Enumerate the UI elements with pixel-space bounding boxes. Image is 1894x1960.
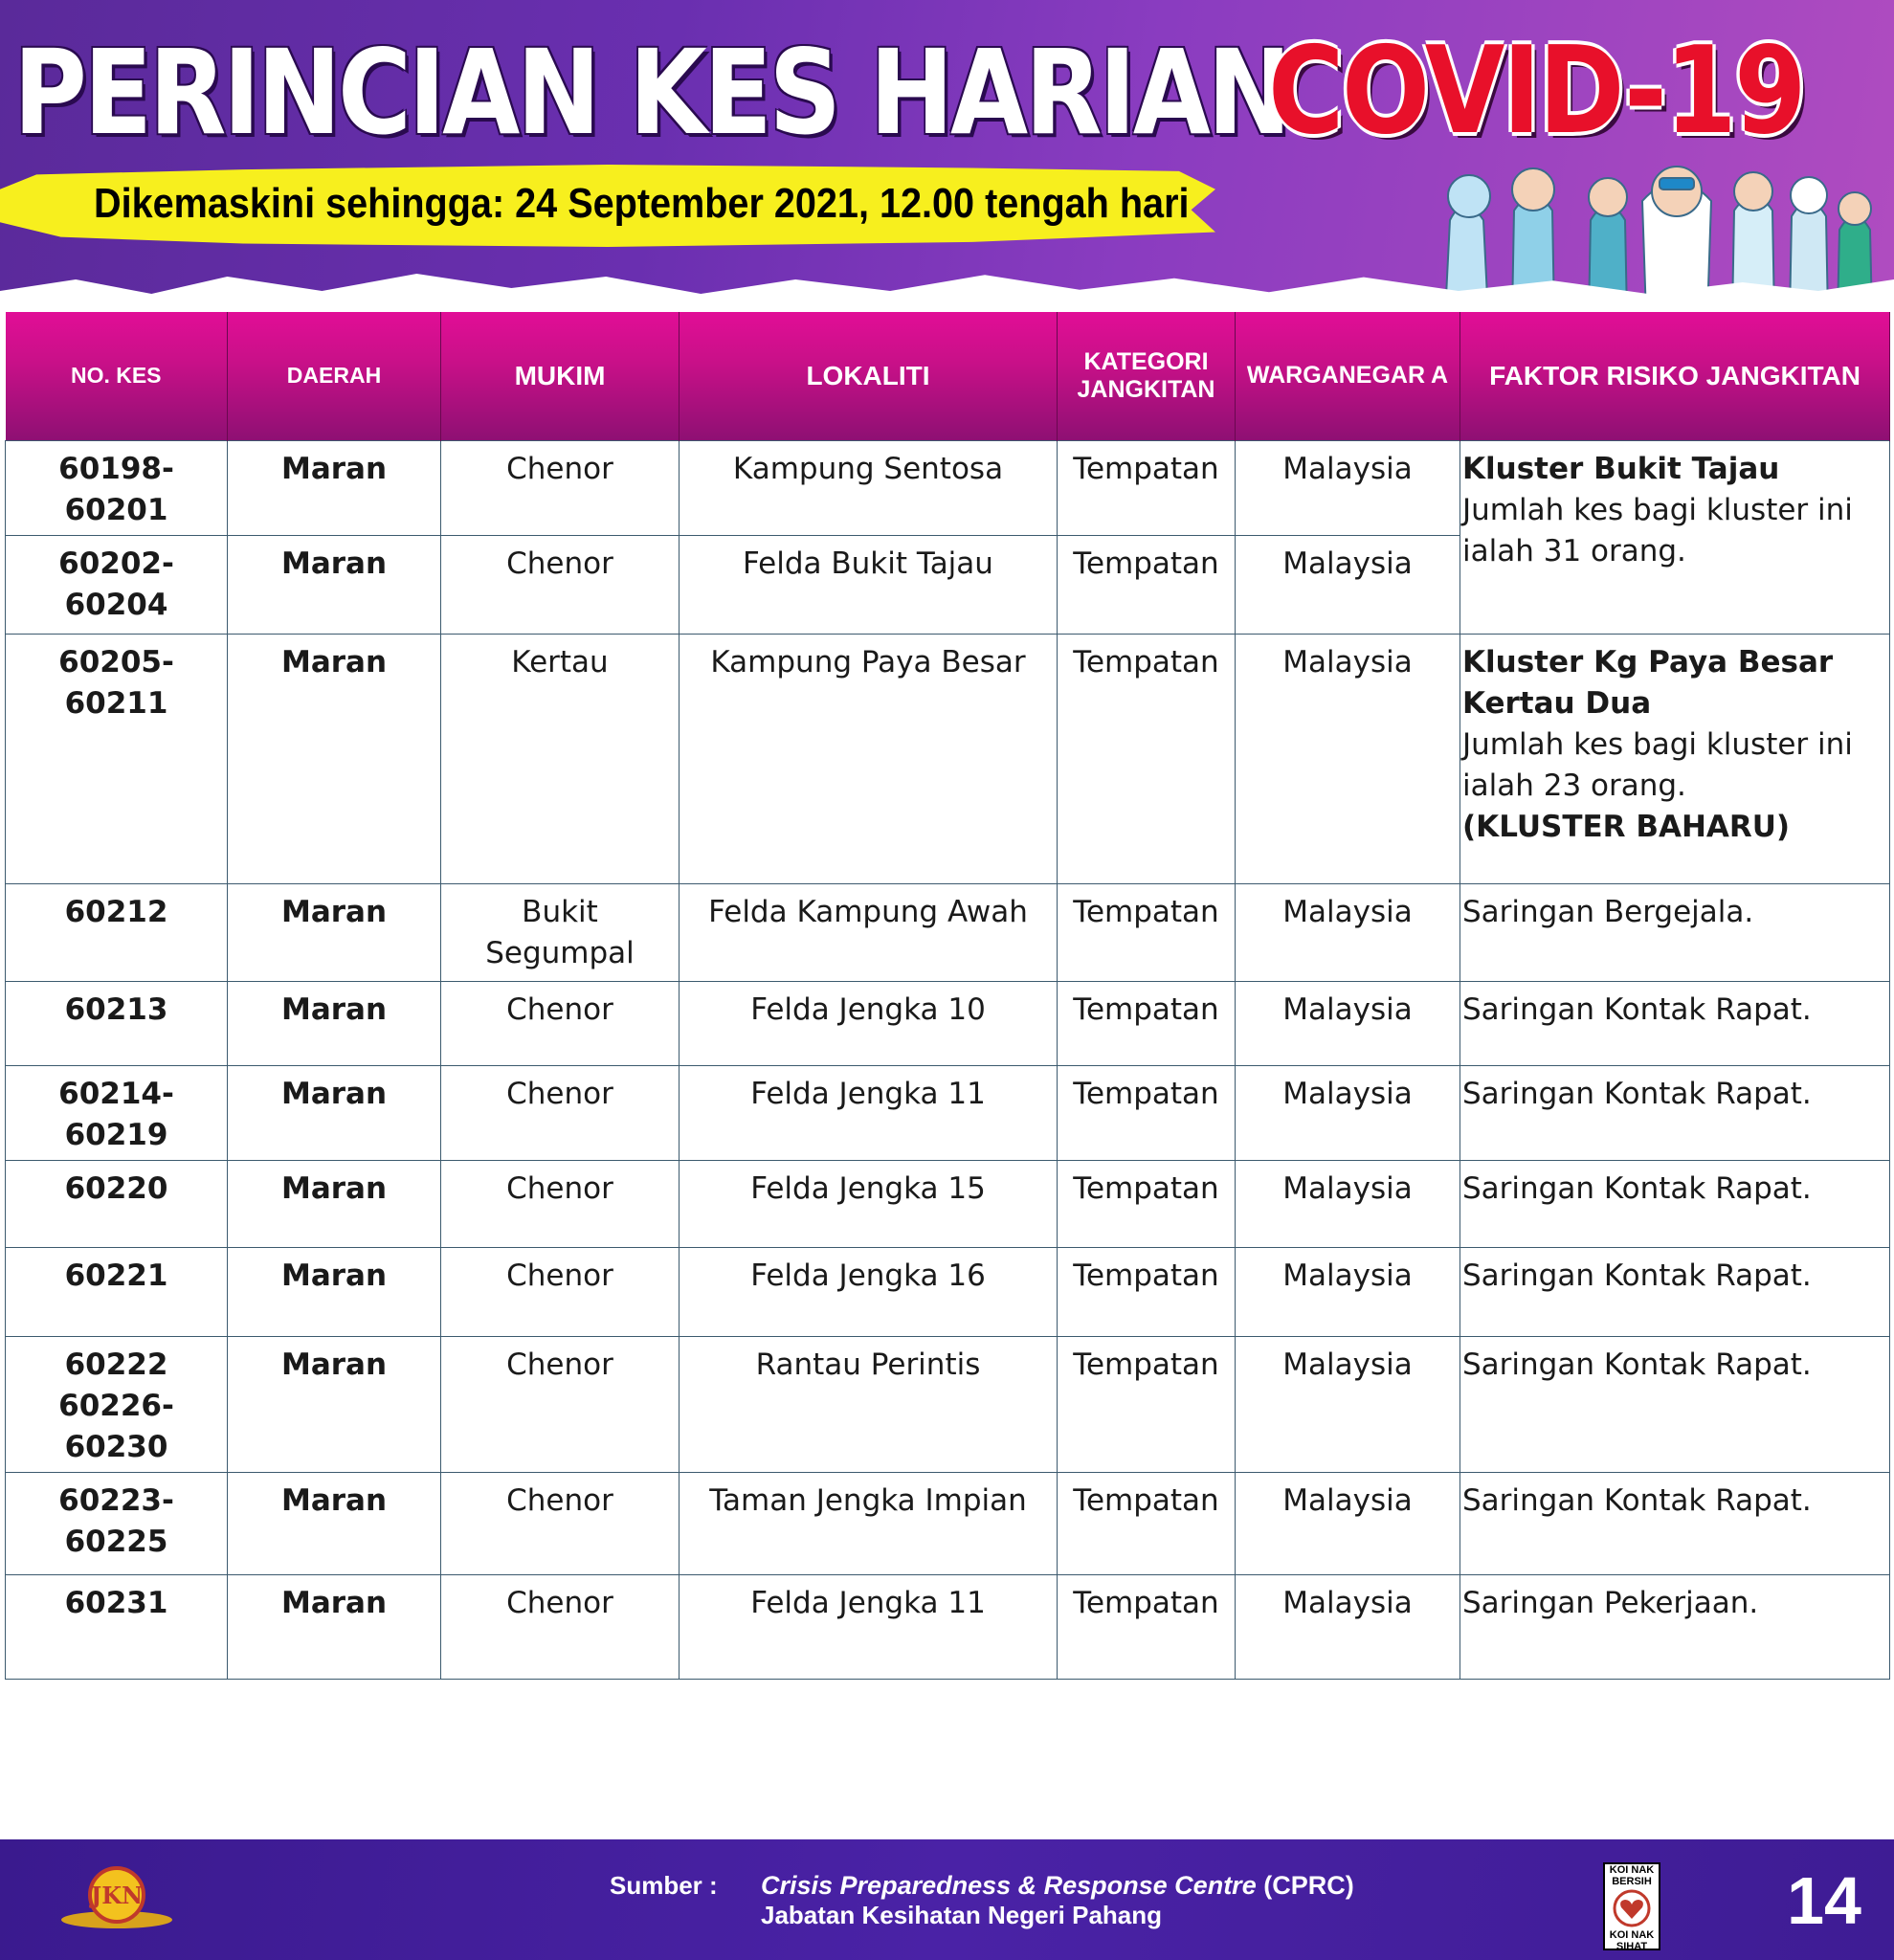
cluster-name: Kluster Kg Paya Besar Kertau Dua bbox=[1462, 644, 1834, 721]
new-cluster-note: (KLUSTER BAHARU) bbox=[1462, 809, 1791, 844]
case-table bbox=[5, 312, 1890, 1680]
cell-lokaliti: Rantau Perintis bbox=[680, 1336, 1058, 1472]
cell-kategori: Tempatan bbox=[1058, 883, 1236, 981]
cell-daerah: Maran bbox=[228, 883, 441, 981]
table-row bbox=[6, 1336, 1890, 1472]
cell-faktor-risiko: Saringan Bergejala. bbox=[1460, 883, 1890, 981]
table-row bbox=[6, 1065, 1890, 1160]
cell-faktor-risiko: Saringan Kontak Rapat. bbox=[1460, 1160, 1890, 1247]
cell-daerah: Maran bbox=[228, 634, 441, 883]
cell-faktor-risiko bbox=[1460, 634, 1890, 883]
cell-faktor-risiko: Saringan Kontak Rapat. bbox=[1460, 1065, 1890, 1160]
footer-bar bbox=[0, 1839, 1894, 1960]
cell-lokaliti: Taman Jengka Impian bbox=[680, 1472, 1058, 1574]
koi-nak-sihat-badge bbox=[1603, 1862, 1660, 1950]
cell-faktor-risiko: Saringan Kontak Rapat. bbox=[1460, 1472, 1890, 1574]
cell-mukim: Chenor bbox=[441, 1336, 680, 1472]
cell-lokaliti: Felda Jengka 11 bbox=[680, 1065, 1058, 1160]
cell-warganegara: Malaysia bbox=[1236, 1247, 1460, 1336]
page-title: PERINCIAN KES HARIAN bbox=[13, 25, 1288, 161]
page-number: 14 bbox=[1787, 1863, 1861, 1938]
cell-warganegara: Malaysia bbox=[1236, 1472, 1460, 1574]
header-mukim: MUKIM bbox=[441, 312, 680, 440]
cell-warganegara: Malaysia bbox=[1236, 981, 1460, 1065]
cell-warganegara: Malaysia bbox=[1236, 1065, 1460, 1160]
cell-mukim: Chenor bbox=[441, 981, 680, 1065]
update-timestamp: Dikemaskini sehingga: 24 September 2021, 12.00 tengah hari bbox=[94, 180, 1190, 227]
cell-warganegara: Malaysia bbox=[1236, 1160, 1460, 1247]
source-organization bbox=[761, 1868, 1354, 1903]
header-banner bbox=[0, 0, 1894, 316]
cell-no-kes: 60212 bbox=[6, 883, 228, 981]
case-table-container bbox=[5, 312, 1889, 1625]
cell-mukim: Kertau bbox=[441, 634, 680, 883]
cell-warganegara: Malaysia bbox=[1236, 883, 1460, 981]
cell-warganegara: Malaysia bbox=[1236, 535, 1460, 634]
cell-no-kes: 60220 bbox=[6, 1160, 228, 1247]
cluster-name: Kluster Bukit Tajau bbox=[1462, 451, 1780, 486]
cluster-detail: Jumlah kes bagi kluster ini ialah 31 orang. bbox=[1462, 492, 1853, 568]
cell-faktor-risiko: Saringan Kontak Rapat. bbox=[1460, 1336, 1890, 1472]
case-number-secondary: 60226-60230 bbox=[58, 1388, 174, 1464]
cell-lokaliti: Felda Jengka 10 bbox=[680, 981, 1058, 1065]
cell-no-kes bbox=[6, 1336, 228, 1472]
header-faktor-risiko: FAKTOR RISIKO JANGKITAN bbox=[1460, 312, 1890, 440]
source-org-name: Crisis Preparedness & Response Centre bbox=[761, 1871, 1257, 1900]
table-row bbox=[6, 1247, 1890, 1336]
cell-lokaliti: Felda Jengka 11 bbox=[680, 1574, 1058, 1679]
cell-kategori: Tempatan bbox=[1058, 1472, 1236, 1574]
cell-no-kes: 60214-60219 bbox=[6, 1065, 228, 1160]
cell-mukim: Chenor bbox=[441, 535, 680, 634]
page-title-covid: COVID-19 bbox=[1268, 20, 1805, 161]
heart-badge-icon bbox=[1613, 1889, 1651, 1927]
cell-mukim: Chenor bbox=[441, 1472, 680, 1574]
jkn-logo-icon bbox=[57, 1862, 176, 1935]
cell-daerah: Maran bbox=[228, 981, 441, 1065]
cell-mukim: Chenor bbox=[441, 1247, 680, 1336]
cell-warganegara: Malaysia bbox=[1236, 1574, 1460, 1679]
cell-faktor-risiko: Saringan Pekerjaan. bbox=[1460, 1574, 1890, 1679]
cell-kategori: Tempatan bbox=[1058, 1574, 1236, 1679]
cell-mukim: Chenor bbox=[441, 1574, 680, 1679]
cell-kategori: Tempatan bbox=[1058, 535, 1236, 634]
cell-mukim: Chenor bbox=[441, 1065, 680, 1160]
cell-lokaliti: Kampung Paya Besar bbox=[680, 634, 1058, 883]
source-label: Sumber : bbox=[610, 1871, 718, 1900]
cell-lokaliti: Felda Jengka 15 bbox=[680, 1160, 1058, 1247]
table-row bbox=[6, 634, 1890, 883]
source-org-abbr: (CPRC) bbox=[1263, 1871, 1354, 1900]
header-no-kes: NO. KES bbox=[6, 312, 228, 440]
cell-warganegara: Malaysia bbox=[1236, 440, 1460, 535]
cell-faktor-risiko bbox=[1460, 440, 1890, 634]
cell-kategori: Tempatan bbox=[1058, 1160, 1236, 1247]
cell-mukim: Chenor bbox=[441, 440, 680, 535]
table-row bbox=[6, 1160, 1890, 1247]
cell-kategori: Tempatan bbox=[1058, 981, 1236, 1065]
header-warganegara: WARGANEGAR A bbox=[1236, 312, 1460, 440]
cell-daerah: Maran bbox=[228, 440, 441, 535]
cell-daerah: Maran bbox=[228, 1160, 441, 1247]
cell-daerah: Maran bbox=[228, 1247, 441, 1336]
cell-no-kes: 60231 bbox=[6, 1574, 228, 1679]
table-row bbox=[6, 981, 1890, 1065]
table-row bbox=[6, 1574, 1890, 1679]
cell-faktor-risiko: Saringan Kontak Rapat. bbox=[1460, 981, 1890, 1065]
table-row bbox=[6, 883, 1890, 981]
cell-lokaliti: Felda Jengka 16 bbox=[680, 1247, 1058, 1336]
table-row bbox=[6, 1472, 1890, 1574]
cell-no-kes: 60221 bbox=[6, 1247, 228, 1336]
source-department: Jabatan Kesihatan Negeri Pahang bbox=[761, 1901, 1163, 1929]
cell-faktor-risiko: Saringan Kontak Rapat. bbox=[1460, 1247, 1890, 1336]
cell-daerah: Maran bbox=[228, 1065, 441, 1160]
case-number-primary: 60222 bbox=[64, 1347, 168, 1382]
cell-no-kes: 60223-60225 bbox=[6, 1472, 228, 1574]
badge-bottom-text: KOI NAK SIHAT bbox=[1609, 1929, 1655, 1952]
header-kategori: KATEGORI JANGKITAN bbox=[1058, 312, 1236, 440]
cell-lokaliti: Kampung Sentosa bbox=[680, 440, 1058, 535]
header-daerah: DAERAH bbox=[228, 312, 441, 440]
cell-no-kes: 60213 bbox=[6, 981, 228, 1065]
cell-kategori: Tempatan bbox=[1058, 1065, 1236, 1160]
cell-lokaliti: Felda Kampung Awah bbox=[680, 883, 1058, 981]
cell-daerah: Maran bbox=[228, 1574, 441, 1679]
header-lokaliti: LOKALITI bbox=[680, 312, 1058, 440]
cell-daerah: Maran bbox=[228, 1336, 441, 1472]
cell-no-kes: 60202-60204 bbox=[6, 535, 228, 634]
cell-kategori: Tempatan bbox=[1058, 634, 1236, 883]
cluster-detail: Jumlah kes bagi kluster ini ialah 23 orang. bbox=[1462, 726, 1853, 803]
cell-warganegara: Malaysia bbox=[1236, 1336, 1460, 1472]
cell-no-kes: 60205-60211 bbox=[6, 634, 228, 883]
cell-mukim: Chenor bbox=[441, 1160, 680, 1247]
badge-top-text: KOI NAK BERSIH bbox=[1609, 1864, 1655, 1887]
table-row bbox=[6, 440, 1890, 535]
cell-mukim: Bukit Segumpal bbox=[441, 883, 680, 981]
cell-kategori: Tempatan bbox=[1058, 440, 1236, 535]
table-header-row bbox=[6, 312, 1890, 440]
cell-no-kes: 60198-60201 bbox=[6, 440, 228, 535]
logo-text: JKN bbox=[90, 1882, 144, 1909]
cell-daerah: Maran bbox=[228, 1472, 441, 1574]
cell-kategori: Tempatan bbox=[1058, 1336, 1236, 1472]
cell-lokaliti: Felda Bukit Tajau bbox=[680, 535, 1058, 634]
cell-daerah: Maran bbox=[228, 535, 441, 634]
cell-kategori: Tempatan bbox=[1058, 1247, 1236, 1336]
cell-warganegara: Malaysia bbox=[1236, 634, 1460, 883]
